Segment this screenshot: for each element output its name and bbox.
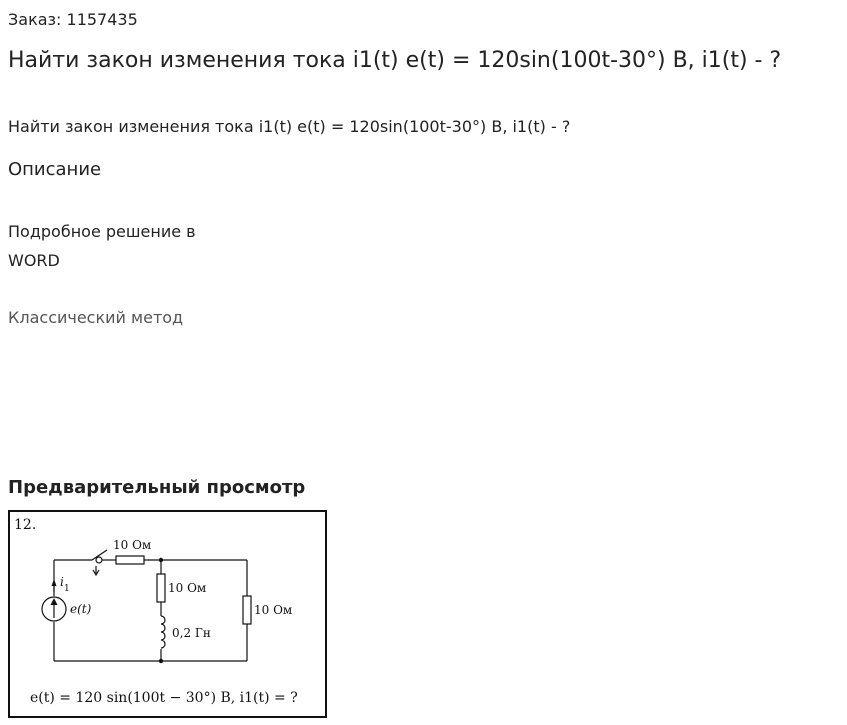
description-method: Классический метод [8, 308, 184, 327]
node-top [159, 558, 163, 562]
page-subtitle: Найти закон изменения тока i1(t) e(t) = 120sin(100t-30°) В, i1(t) - ? [8, 117, 571, 136]
inductor [161, 616, 165, 648]
circuit-diagram [10, 512, 325, 716]
current-arrow-icon [52, 579, 57, 586]
inductor-label: 0,2 Гн [172, 626, 211, 640]
resistor-r1-label: 10 Ом [113, 538, 152, 552]
preview-formula: e(t) = 120 sin(100t − 30°) В, i1(t) = ? [30, 690, 298, 706]
order-number: Заказ: 1157435 [8, 10, 138, 29]
resistor-r3 [243, 596, 251, 624]
preview-heading: Предварительный просмотр [8, 477, 306, 498]
problem-number: 12. [14, 517, 37, 533]
resistor-r3-label: 10 Ом [254, 603, 293, 617]
source-label: e(t) [70, 602, 92, 616]
resistor-r1 [116, 556, 144, 564]
current-label: i [60, 575, 64, 589]
node-bottom [159, 659, 163, 663]
page-title: Найти закон изменения тока i1(t) e(t) = 120sin(100t-30°) В, i1(t) - ? [8, 48, 782, 73]
description-heading: Описание [8, 159, 102, 180]
description-text-line2: WORD [8, 251, 60, 270]
resistor-r2 [157, 574, 165, 602]
current-label-sub: 1 [64, 584, 70, 594]
resistor-r2-label: 10 Ом [168, 581, 207, 595]
description-text-line1: Подробное решение в [8, 222, 196, 241]
switch-contact [96, 557, 102, 563]
preview-image [8, 510, 327, 718]
